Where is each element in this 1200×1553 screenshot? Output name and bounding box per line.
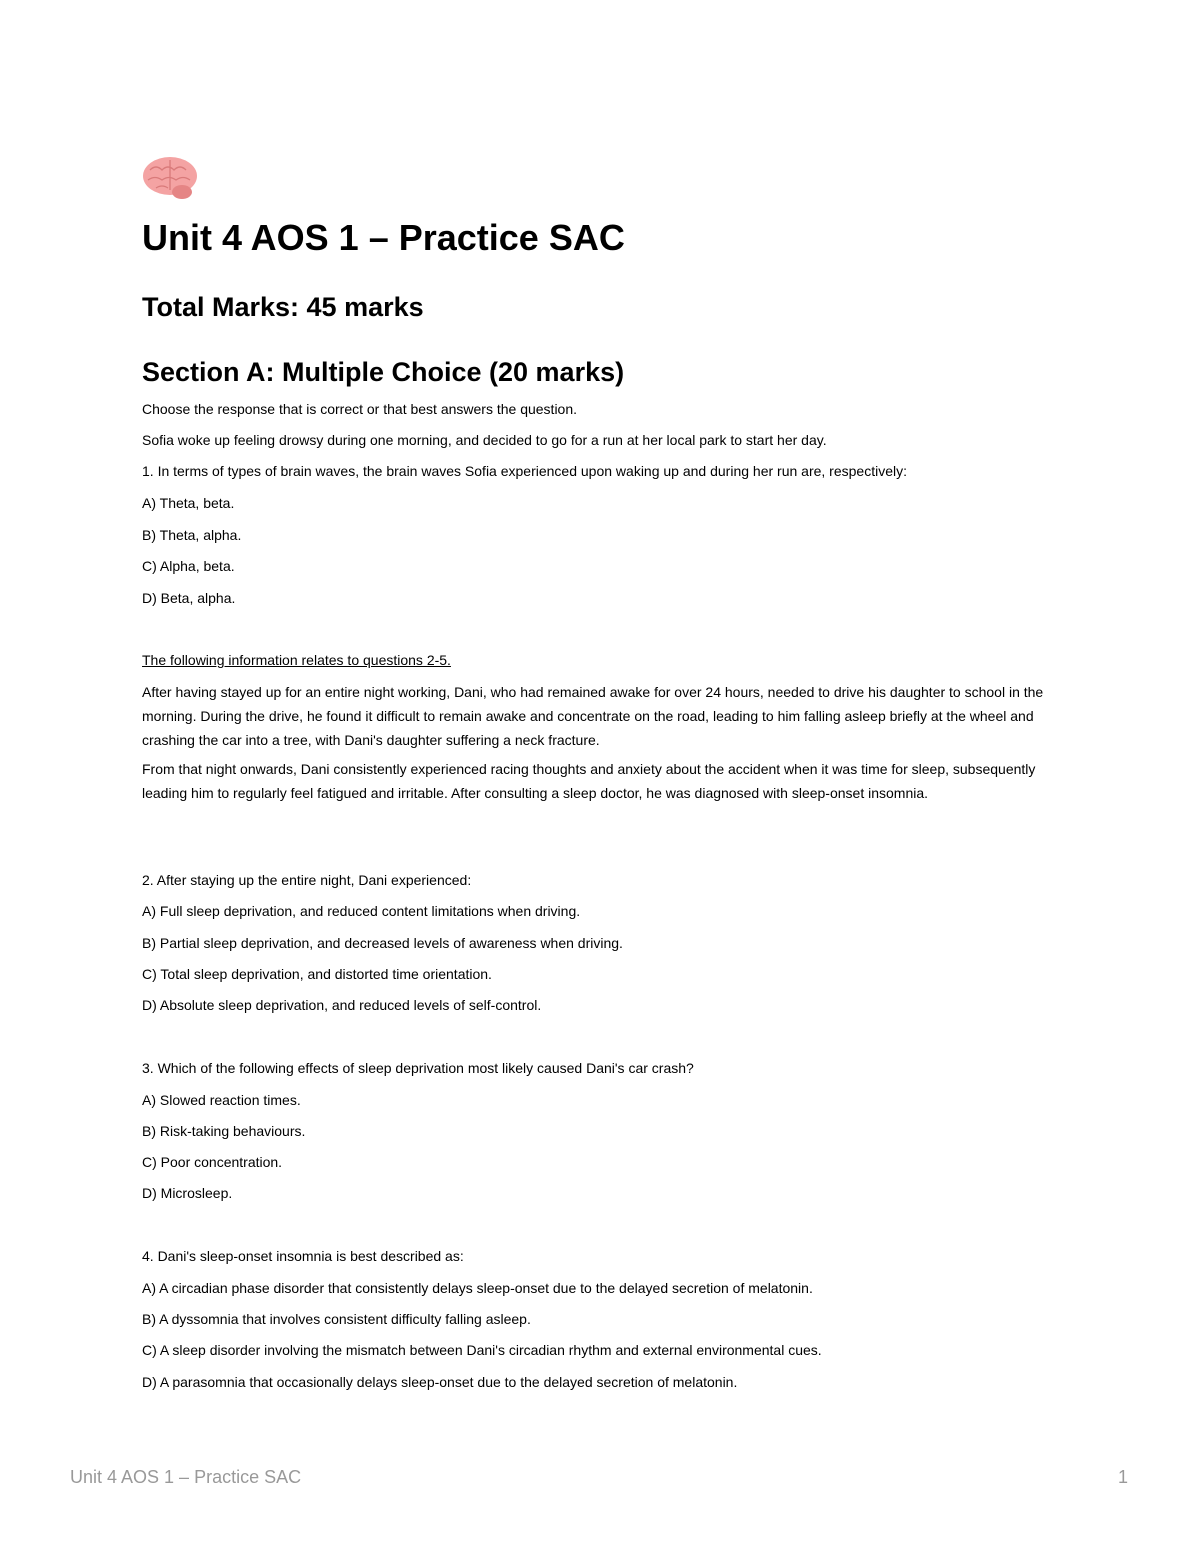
- question-2: 2. After staying up the entire night, Dani experienced:: [142, 872, 472, 888]
- brain-icon: [142, 156, 198, 200]
- question-3: 3. Which of the following effects of sleep deprivation most likely caused Dani's car crash?: [142, 1060, 694, 1076]
- section-a-heading: Section A: Multiple Choice (20 marks): [142, 357, 625, 387]
- instruction: Choose the response that is correct or that best answers the question.: [142, 401, 578, 417]
- question-stem: Sofia woke up feeling drowsy during one morning, and decided to go for a run at her local park to start her day.: [142, 432, 827, 448]
- q1-option-a: A) Theta, beta.: [142, 495, 235, 511]
- info-paragraph-1: After having stayed up for an entire night working, Dani, who had remained awake for over 24 hours, needed to drive his daughter to school in the morning. During the drive, he found it difficult to remain awake and concentrate on the road, leading to him falling asleep briefly at the wheel and crashing the car into a tree, with Dani's daughter suffering a neck fracture.: [142, 684, 1044, 748]
- info-paragraph-2: From that night onwards, Dani consistently experienced racing thoughts and anxiety about the accident when it was time for sleep, subsequently leading him to regularly feel fatigued and irritable. After consulting a sleep doctor, he was diagnosed with sleep-onset insomnia.: [142, 761, 1036, 801]
- q1-option-c: C) Alpha, beta.: [142, 558, 235, 574]
- footer-title: Unit 4 AOS 1 – Practice SAC: [70, 1467, 302, 1487]
- q4-option-b: B) A dyssomnia that involves consistent difficulty falling asleep.: [142, 1311, 531, 1327]
- q4-option-a: A) A circadian phase disorder that consistently delays sleep-onset due to the delayed secretion of melatonin.: [142, 1280, 813, 1296]
- q4-option-d: D) A parasomnia that occasionally delays sleep-onset due to the delayed secretion of melatonin.: [142, 1374, 738, 1390]
- q2-option-b: B) Partial sleep deprivation, and decreased levels of awareness when driving.: [142, 935, 623, 951]
- q1-option-b: B) Theta, alpha.: [142, 527, 242, 543]
- q3-option-b: B) Risk-taking behaviours.: [142, 1123, 306, 1139]
- q3-option-d: D) Microsleep.: [142, 1185, 233, 1201]
- q3-option-a: A) Slowed reaction times.: [142, 1092, 301, 1108]
- q1-option-d: D) Beta, alpha.: [142, 590, 236, 606]
- page-title: Unit 4 AOS 1 – Practice SAC: [142, 217, 625, 258]
- q4-option-c: C) A sleep disorder involving the mismatch between Dani's circadian rhythm and external environmental cues.: [142, 1342, 822, 1358]
- total-marks: Total Marks: 45 marks: [142, 292, 424, 322]
- q2-option-d: D) Absolute sleep deprivation, and reduced levels of self-control.: [142, 997, 542, 1013]
- page-number: 1: [1117, 1467, 1128, 1487]
- question-1: 1. In terms of types of brain waves, the brain waves Sofia experienced upon waking up and during her run are, respectively:: [142, 463, 907, 479]
- q2-option-c: C) Total sleep deprivation, and distorted time orientation.: [142, 966, 492, 982]
- question-4: 4. Dani's sleep-onset insomnia is best described as:: [142, 1248, 464, 1264]
- info-heading: The following information relates to questions 2-5.: [142, 652, 451, 668]
- q3-option-c: C) Poor concentration.: [142, 1154, 283, 1170]
- q2-option-a: A) Full sleep deprivation, and reduced content limitations when driving.: [142, 903, 581, 919]
